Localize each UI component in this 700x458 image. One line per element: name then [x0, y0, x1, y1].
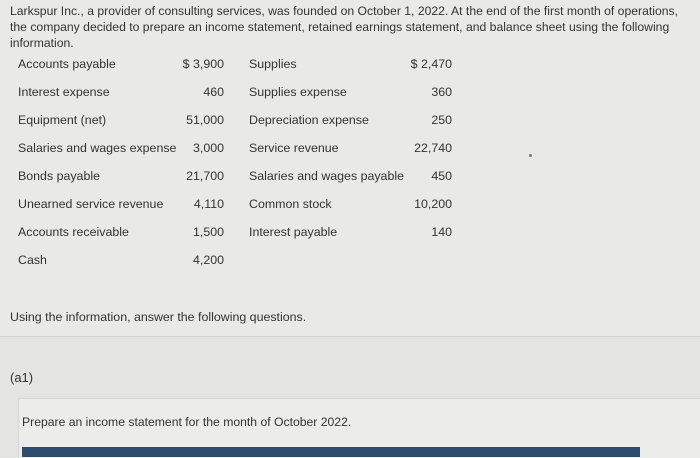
account-amount: 460	[203, 85, 224, 99]
account-label: Salaries and wages payable	[249, 169, 404, 183]
account-amount: $ 2,470	[410, 57, 452, 71]
account-amount: 10,200	[414, 197, 452, 211]
account-amount: 51,000	[186, 113, 224, 127]
account-label: Supplies	[249, 57, 297, 71]
account-label: Common stock	[249, 197, 332, 211]
account-amount: 4,200	[192, 253, 224, 267]
account-label: Service revenue	[249, 141, 339, 155]
account-label: Unearned service revenue	[18, 197, 164, 211]
account-amount: $ 3,900	[182, 57, 224, 71]
account-label: Depreciation expense	[249, 113, 369, 127]
account-amount: 250	[431, 113, 452, 127]
account-amount: 22,740	[414, 141, 452, 155]
account-amount: 21,700	[186, 169, 224, 183]
account-label: Equipment (net)	[18, 113, 107, 127]
account-label: Interest payable	[249, 225, 338, 239]
account-amount: 1,500	[192, 225, 224, 239]
account-label: Bonds payable	[18, 169, 100, 183]
account-label: Supplies expense	[249, 85, 347, 99]
problem-intro: Larkspur Inc., a provider of consulting services, was founded on October 1, 2022. At the end of the first month of operations, the company decided to prepare an income statement, retained earnings statement, and balance sheet using the following information.	[10, 4, 678, 50]
account-label: Interest expense	[18, 85, 110, 99]
answer-panel-header	[22, 447, 640, 457]
accounts-table	[0, 50, 700, 280]
account-label: Accounts receivable	[18, 225, 129, 239]
account-amount: 3,000	[192, 141, 224, 155]
stray-dot	[529, 154, 532, 157]
account-label: Salaries and wages expense	[18, 141, 177, 155]
question-prompt: Using the information, answer the following questions.	[10, 310, 307, 324]
part-label: (a1)	[10, 370, 34, 385]
account-amount: 140	[431, 225, 452, 239]
account-label: Cash	[18, 253, 47, 267]
part-instruction: Prepare an income statement for the month of October 2022.	[22, 415, 352, 429]
account-amount: 450	[431, 169, 452, 183]
account-label: Accounts payable	[18, 57, 116, 71]
account-amount: 4,110	[193, 197, 224, 211]
account-amount: 360	[431, 85, 452, 99]
